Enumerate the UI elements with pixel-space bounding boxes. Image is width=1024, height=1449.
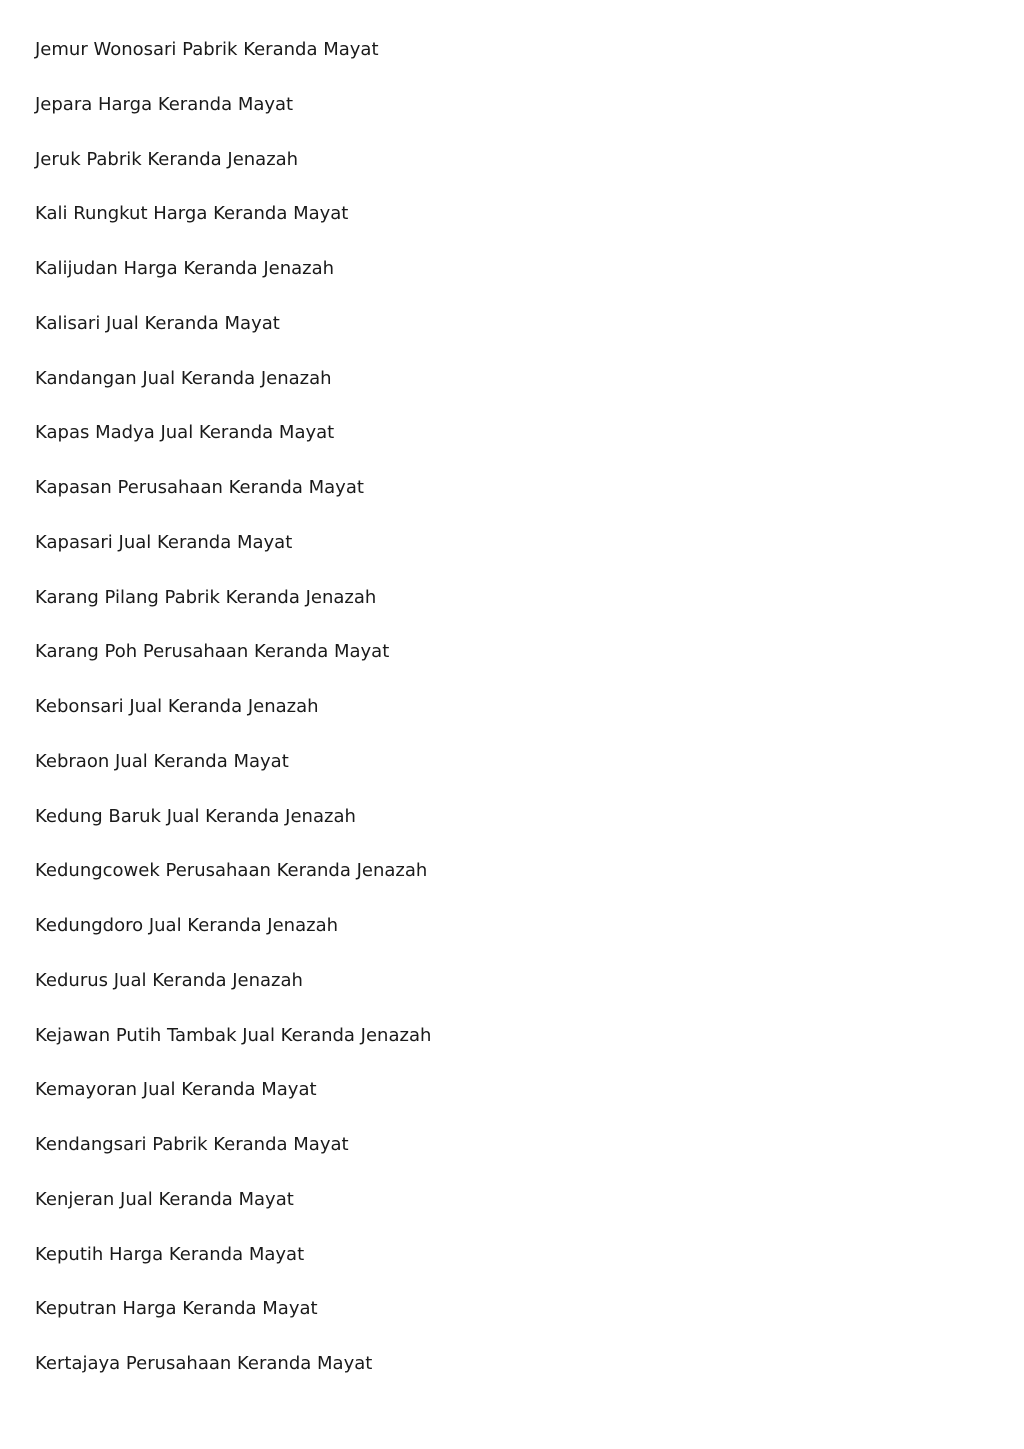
list-item: Keputran Harga Keranda Mayat [35,1298,318,1320]
list-item: Kapasan Perusahaan Keranda Mayat [35,477,364,498]
list-item: Kandangan Jual Keranda Jenazah [35,367,332,389]
list-item: Kejawan Putih Tambak Jual Keranda Jenazah [35,1024,432,1046]
list-item: Kenjeran Jual Keranda Mayat [35,1188,294,1210]
list-item: Kapas Madya Jual Keranda Mayat [35,422,335,444]
list-item: Kapasari Jual Keranda Mayat [35,531,293,553]
list-item: Kedurus Jual Keranda Jenazah [35,969,303,991]
list-item: Jepara Harga Keranda Mayat [35,93,294,115]
list-item: Kedungcowek Perusahaan Keranda Jenazah [35,860,428,882]
list-item: Jemur Wonosari Pabrik Keranda Mayat [35,39,379,60]
list-item: Kebraon Jual Keranda Mayat [35,750,289,772]
keyword-list [35,38,431,1407]
list-item: Kalisari Jual Keranda Mayat [35,312,280,334]
list-item: Kendangsari Pabrik Keranda Mayat [35,1134,349,1155]
list-item: Kedung Baruk Jual Keranda Jenazah [35,805,356,827]
list-item: Kalijudan Harga Keranda Jenazah [35,258,335,279]
list-item: Jeruk Pabrik Keranda Jenazah [35,148,299,170]
list-item: Kali Rungkut Harga Keranda Mayat [35,203,349,225]
list-item: Kertajaya Perusahaan Keranda Mayat [35,1353,373,1374]
list-item: Karang Pilang Pabrik Keranda Jenazah [35,586,377,608]
list-item: Kemayoran Jual Keranda Mayat [35,1079,317,1101]
list-item: Keputih Harga Keranda Mayat [35,1243,305,1265]
list-item: Karang Poh Perusahaan Keranda Mayat [35,641,390,663]
list-item: Kebonsari Jual Keranda Jenazah [35,696,319,717]
list-item: Kedungdoro Jual Keranda Jenazah [35,915,339,936]
